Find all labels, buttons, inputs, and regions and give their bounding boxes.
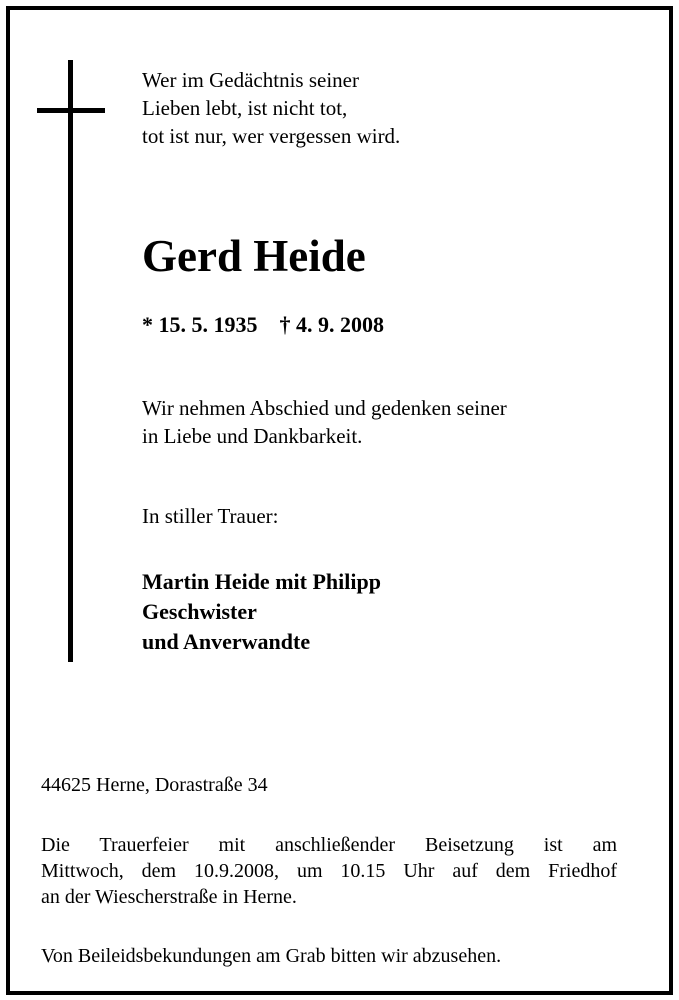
farewell-line: Wir nehmen Abschied und gedenken seiner (142, 396, 507, 420)
mourning-intro: In stiller Trauer: (142, 504, 279, 528)
condolence-note: Von Beileidsbekundungen am Grab bitten wir abzusehen. (41, 945, 502, 967)
verse-line: Lieben lebt, ist nicht tot, (142, 96, 348, 120)
ceremony-line: Die Trauerfeier mit anschließender Beisetzung ist am (41, 834, 617, 856)
mourners-list (142, 567, 381, 657)
verse-line: Wer im Gedächtnis seiner (142, 68, 359, 92)
life-dates (142, 311, 384, 339)
memorial-verse (142, 66, 400, 150)
cross-icon-vertical-bar (68, 60, 73, 662)
verse-line: tot ist nur, wer vergessen wird. (142, 124, 401, 148)
family-address: 44625 Herne, Dorastraße 34 (41, 774, 268, 796)
ceremony-line: Mittwoch, dem 10.9.2008, um 10.15 Uhr auf dem Friedhof (41, 860, 617, 882)
death-date: † 4. 9. 2008 (279, 312, 384, 337)
farewell-line: in Liebe und Dankbarkeit. (142, 424, 363, 448)
cross-icon-horizontal-bar (37, 108, 105, 113)
farewell-text (142, 394, 507, 450)
funeral-ceremony-info (41, 832, 617, 910)
birth-date: * 15. 5. 1935 (142, 312, 258, 337)
deceased-name: Gerd Heide (142, 231, 366, 281)
mourner-entry: Martin Heide mit Philipp (142, 569, 381, 594)
mourner-entry: und Anverwandte (142, 629, 311, 654)
ceremony-line: an der Wiescherstraße in Herne. (41, 886, 297, 908)
mourner-entry: Geschwister (142, 599, 257, 624)
